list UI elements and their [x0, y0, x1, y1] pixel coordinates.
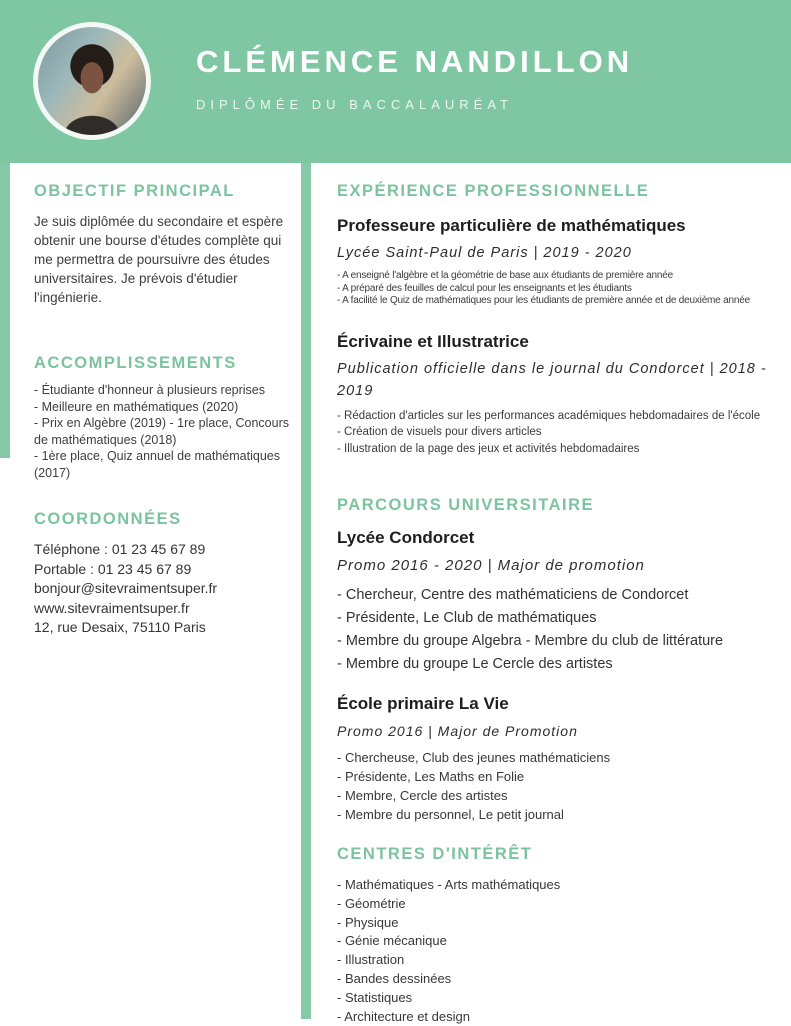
bullet-item: - Illustration de la page des jeux et activités hebdomadaires — [337, 442, 640, 455]
list-item: - Mathématiques - Arts mathématiques — [337, 877, 561, 892]
section-title-parcours: PARCOURS UNIVERSITAIRE — [337, 496, 594, 514]
bullet-item: - Présidente, Le Club de mathématiques — [337, 610, 597, 626]
bullet-item: - Membre du groupe Algebra - Membre du club de littérature — [337, 633, 724, 649]
school-bullets — [337, 748, 777, 824]
contact-website: www.sitevraimentsuper.fr — [34, 599, 190, 616]
accomplishments-list — [34, 382, 290, 481]
bullet-item: - A facilité le Quiz de mathématiques pour les étudiants de première année et de deuxième année — [337, 295, 750, 306]
contact-mobile: Portable : 01 23 45 67 89 — [34, 560, 192, 577]
bullet-item: - Création de visuels pour divers articles — [337, 426, 542, 438]
section-experience — [337, 183, 777, 457]
bullet-item: - Chercheuse, Club des jeunes mathématiciens — [337, 750, 611, 765]
list-item: - Architecture et design — [337, 1008, 470, 1024]
list-item: - Prix en Algèbre (2019) - 1re place, Concours de mathématiques (2018) — [34, 416, 289, 447]
contact-list — [34, 540, 290, 638]
list-item: - Statistiques — [337, 989, 413, 1005]
bullet-item: - Présidente, Les Maths en Folie — [337, 769, 525, 784]
section-title-experience: EXPÉRIENCE PROFESSIONNELLE — [337, 182, 650, 200]
section-title-coordonnees: COORDONNÉES — [34, 510, 182, 528]
left-column — [34, 183, 290, 638]
column-divider — [301, 163, 311, 1019]
interests-list — [337, 876, 777, 1026]
objective-paragraph: Je suis diplômée du secondaire et espère obtenir une bourse d'études complète qui me permettra de poursuivre des études universitaires. Je prévois d'étudier l'ingénierie. — [34, 214, 284, 305]
school-title: Lycée Condorcet — [337, 528, 475, 547]
school-subtitle: Promo 2016 - 2020 | Major de promotion — [337, 557, 645, 574]
section-title-interets: CENTRES D'INTÉRÊT — [337, 845, 533, 863]
job-subtitle: Lycée Saint-Paul de Paris | 2019 - 2020 — [337, 245, 632, 261]
school-bullets — [337, 584, 777, 676]
section-objectif-principal — [34, 183, 290, 307]
list-item: - Génie mécanique — [337, 933, 447, 949]
bullet-item: - Membre, Cercle des artistes — [337, 788, 508, 803]
education-entry — [337, 692, 777, 824]
job-title: Professeure particulière de mathématiques — [337, 216, 686, 235]
candidate-degree-subtitle: DIPLÔMÉE DU BACCALAURÉAT — [196, 97, 513, 112]
contact-email: bonjour@sitevraimentsuper.fr — [34, 580, 218, 596]
school-title: École primaire La Vie — [337, 694, 509, 713]
list-item: - Meilleure en mathématiques (2020) — [34, 399, 239, 414]
job-subtitle: Publication officielle dans le journal du Condorcet | 2018 - 2019 — [337, 360, 767, 399]
list-item: - 1ère place, Quiz annuel de mathématiques (2017) — [34, 449, 280, 480]
header-band — [0, 0, 791, 163]
header-text — [196, 44, 633, 112]
job-bullets — [337, 408, 777, 458]
list-item: - Physique — [337, 914, 399, 930]
list-item: - Illustration — [337, 952, 405, 968]
bullet-item: - Membre du personnel, Le petit journal — [337, 807, 564, 822]
section-parcours — [337, 497, 777, 824]
contact-phone: Téléphone : 01 23 45 67 89 — [34, 541, 206, 557]
bullet-item: - A préparé des feuilles de calcul pour les enseignants et les étudiants — [337, 282, 632, 294]
experience-entry — [337, 214, 777, 308]
education-entry — [337, 526, 777, 676]
job-bullets — [337, 270, 777, 308]
bullet-item: - A enseigné l'algèbre et la géométrie de base aux étudiants de première année — [337, 270, 673, 281]
list-item: - Géométrie — [337, 895, 406, 911]
contact-address: 12, rue Desaix, 75110 Paris — [34, 619, 206, 635]
candidate-name: CLÉMENCE NANDILLON — [196, 44, 634, 79]
job-title: Écrivaine et Illustratrice — [337, 331, 529, 351]
right-column — [337, 183, 777, 1026]
profile-photo-image — [38, 27, 146, 135]
section-coordonnees — [34, 511, 290, 638]
profile-photo — [33, 22, 151, 140]
left-accent-strip — [0, 163, 10, 458]
section-title-objectif: OBJECTIF PRINCIPAL — [34, 182, 235, 200]
bullet-item: - Chercheur, Centre des mathématiciens de Condorcet — [337, 587, 689, 603]
section-title-accomplissements: ACCOMPLISSEMENTS — [34, 354, 237, 372]
section-interets — [337, 846, 777, 1026]
bullet-item: - Rédaction d'articles sur les performances académiques hebdomadaires de l'école — [337, 409, 761, 422]
bullet-item: - Membre du groupe Le Cercle des artistes — [337, 656, 613, 672]
school-subtitle: Promo 2016 | Major de Promotion — [337, 723, 578, 739]
section-accomplissements — [34, 355, 290, 481]
list-item: - Bandes dessinées — [337, 970, 452, 986]
experience-entry — [337, 330, 777, 458]
list-item: - Étudiante d'honneur à plusieurs reprises — [34, 383, 265, 397]
